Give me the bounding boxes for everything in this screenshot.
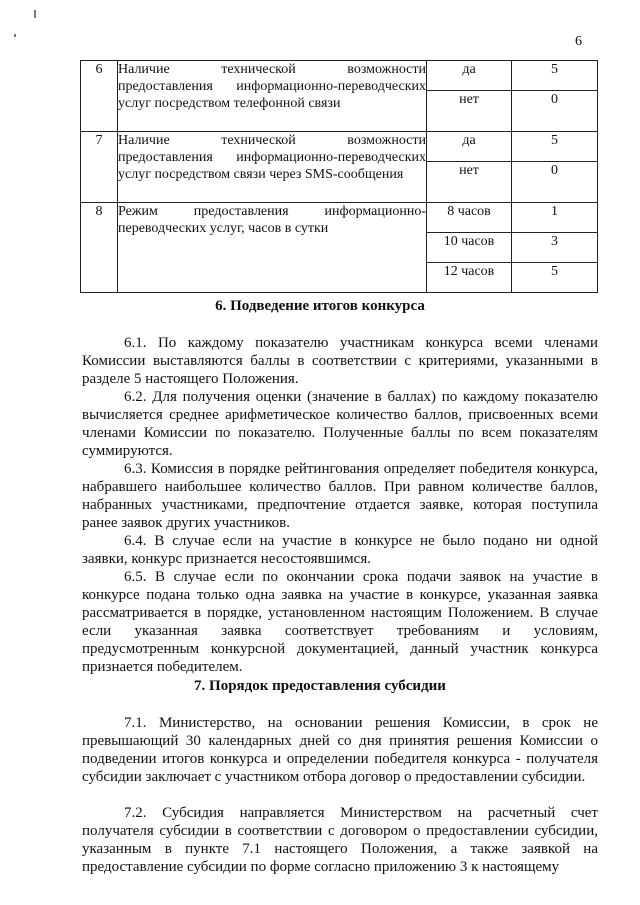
option-label: 12 часов <box>427 263 512 293</box>
option-score: 0 <box>512 162 598 203</box>
page-number: 6 <box>575 34 582 49</box>
option-label: 8 часов <box>427 203 512 233</box>
paragraph-7-1: 7.1. Министерство, на основании решения Комиссии, в срок не превышающий 30 календарных дней со дня принятия решения Комиссии о подведении итогов конкурса и определении победителя конкурса - получателя субсидии заключает с участником отбора договор о предоставлении субсидии. <box>82 715 598 785</box>
criterion-text: Наличие технической возможности предоставления информационно-переводческих услуг посредством телефонной связи <box>118 61 427 132</box>
row-number: 6 <box>81 61 118 132</box>
option-label: нет <box>427 91 512 132</box>
option-label: нет <box>427 162 512 203</box>
paragraph-6-2: 6.2. Для получения оценки (значение в баллах) по каждому показателю вычисляется среднее арифметическое количество баллов, присвоенных всеми членами Комиссии по показателю. Полученные баллы по всем показателям суммируются. <box>82 389 598 459</box>
paragraph-6-4: 6.4. В случае если на участие в конкурсе не было подано ни одной заявки, конкурс признается несостоявшимся. <box>82 533 598 567</box>
table-row <box>81 132 598 162</box>
paragraph-7-2: 7.2. Субсидия направляется Министерством на расчетный счет получателя субсидии в соответствии с договором о предоставлении субсидии, указанным в пункте 7.1 настоящего Положения, а также заявкой на предоставление субсидии по форме согласно приложению 3 к настоящему <box>82 805 598 875</box>
option-score: 5 <box>512 132 598 162</box>
row-number: 8 <box>81 203 118 293</box>
criterion-text: Режим предоставления информационно-переводческих услуг, часов в сутки <box>118 203 427 293</box>
section-7-title: 7. Порядок предоставления субсидии <box>194 678 446 694</box>
section-6-title: 6. Подведение итогов конкурса <box>215 298 425 314</box>
option-label: да <box>427 132 512 162</box>
scan-mark <box>34 10 36 18</box>
row-number: 7 <box>81 132 118 203</box>
criteria-table <box>80 60 598 293</box>
criterion-text: Наличие технической возможности предоставления информационно-переводческих услуг посредством связи через SMS-сообщения <box>118 132 427 203</box>
option-score: 3 <box>512 233 598 263</box>
scan-mark <box>14 34 16 37</box>
option-score: 0 <box>512 91 598 132</box>
option-score: 1 <box>512 203 598 233</box>
option-label: да <box>427 61 512 91</box>
paragraph-6-1: 6.1. По каждому показателю участникам конкурса всеми членами Комиссии выставляются баллы в соответствии с критериями, указанными в разделе 5 настоящего Положения. <box>82 335 598 387</box>
table-row <box>81 61 598 91</box>
paragraph-6-3: 6.3. Комиссия в порядке рейтингования определяет победителя конкурса, набравшего наибольшее количество баллов. При равном количестве баллов, набранных участниками, предпочтение отдается заявке, которая поступила ранее заявок других участников. <box>82 461 598 531</box>
option-label: 10 часов <box>427 233 512 263</box>
paragraph-6-5: 6.5. В случае если по окончании срока подачи заявок на участие в конкурсе подана только одна заявка на участие в конкурсе, указанная заявка рассматривается в порядке, установленном настоящим Положением. В случае если указанная заявка соответствует требованиям и условиям, предусмотренным конкурсной документацией, данный участник конкурса признается победителем. <box>82 569 598 675</box>
option-score: 5 <box>512 263 598 293</box>
table-row <box>81 203 598 233</box>
option-score: 5 <box>512 61 598 91</box>
